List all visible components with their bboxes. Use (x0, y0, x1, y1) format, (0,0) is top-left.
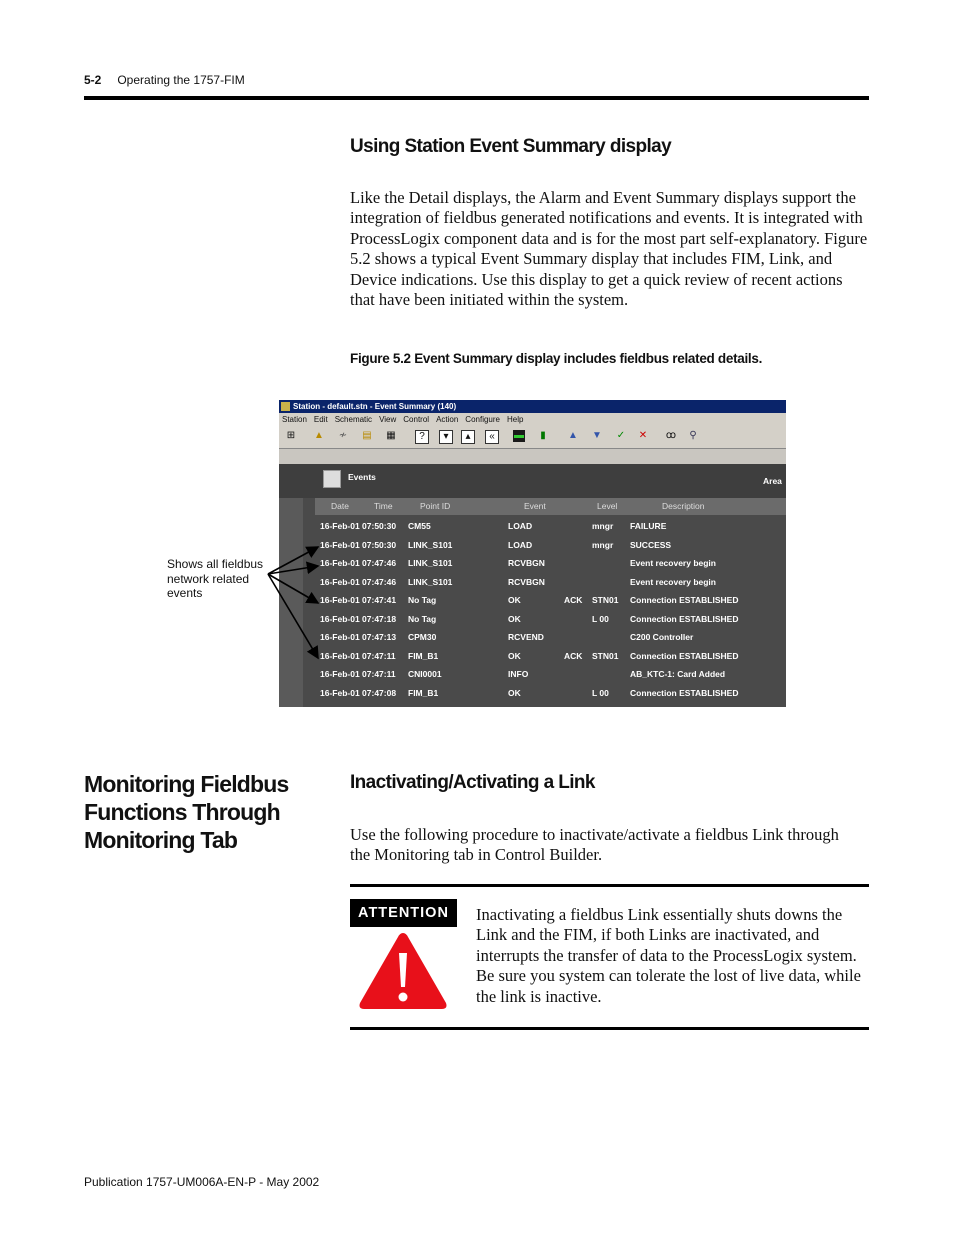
running-header (84, 73, 245, 87)
cell-level: L 00 (592, 613, 609, 624)
side-heading-monitoring: Monitoring Fieldbus Functions Through Monitoring Tab (84, 771, 289, 853)
menu-bar (279, 413, 786, 426)
cell-datetime: 16-Feb-01 07:47:13 (320, 632, 397, 642)
menu-schematic[interactable]: Schematic (334, 415, 373, 424)
page-number: 5-2 (84, 73, 102, 87)
attention-rule-bottom (350, 1027, 869, 1030)
cell-description: Event recovery begin (630, 576, 716, 587)
cell-point-id: CNI0001 (408, 669, 442, 679)
inactivating-paragraph: Use the following procedure to inactivate/activate a fieldbus Link through the Monitoring tab in Control Builder. (350, 825, 839, 865)
attention-label: ATTENTION (350, 899, 457, 927)
cell-level: STN01 (592, 650, 619, 661)
cell-point-id: LINK_S101 (408, 576, 453, 587)
menu-view[interactable]: View (379, 415, 397, 424)
cell-description: Connection ESTABLISHED (630, 687, 739, 698)
cell-event: RCVBGN (508, 576, 545, 587)
publication-footer: Publication 1757-UM006A-EN-P - May 2002 (84, 1175, 320, 1189)
cell-point-id: CPM30 (408, 632, 437, 642)
cell-point-id: CM55 (408, 521, 431, 531)
column-header-row (315, 498, 786, 515)
header-rule (84, 96, 869, 100)
attention-text: Inactivating a fieldbus Link essentially shuts downs the Link and the FIM, if both Links are inactivated, and interrupts the transfer of data to the ProcessLogix system. Be sure you system can tolerate the lost of live data, while the link is inactive. (476, 905, 861, 1006)
warning-triangle-icon (357, 929, 449, 1013)
arrow-to-row-5 (268, 574, 318, 603)
cell-datetime: 16-Feb-01 07:47:11 (320, 650, 396, 661)
zoom-icon[interactable]: ⚲ (689, 430, 697, 441)
events-label: Events (348, 472, 376, 482)
cell-point-id: FIM_B1 (408, 687, 439, 698)
menu-action[interactable]: Action (436, 415, 459, 424)
cell-datetime: 16-Feb-01 07:47:46 (320, 558, 397, 568)
figure-caption: Figure 5.2 Event Summary display includes fieldbus related details. (350, 351, 763, 366)
cell-level: STN01 (592, 595, 619, 605)
cell-event: LOAD (508, 539, 533, 550)
cancel-icon[interactable]: ✕ (638, 430, 648, 441)
table-row[interactable] (315, 684, 786, 703)
cell-point-id: No Tag (408, 613, 437, 624)
cell-description: Event recovery begin (630, 558, 716, 568)
menu-station[interactable]: Station (282, 415, 307, 424)
cell-event: OK (508, 650, 521, 661)
toolbar (279, 426, 786, 449)
rewind-icon[interactable]: « (485, 430, 499, 444)
col-point-id[interactable]: Point ID (420, 501, 451, 511)
cell-point-id: LINK_S101 (408, 558, 453, 568)
arrow-up-icon[interactable]: ▲ (568, 430, 578, 441)
col-event[interactable]: Event (524, 501, 546, 511)
events-icon (323, 470, 341, 488)
section-heading-event-summary: Using Station Event Summary display (350, 136, 672, 157)
attention-rule-top (350, 884, 869, 887)
cell-event: RCVEND (508, 632, 544, 642)
cell-datetime: 16-Feb-01 07:47:18 (320, 613, 397, 624)
page-down-icon[interactable]: ▾ (439, 430, 453, 444)
cell-event: RCVBGN (508, 558, 545, 568)
cell-point-id: LINK_S101 (408, 539, 453, 550)
cell-description: AB_KTC-1: Card Added (630, 669, 726, 679)
checkmark-icon[interactable]: ✓ (616, 430, 626, 441)
menu-help[interactable]: Help (506, 415, 524, 424)
acknowledge-icon[interactable]: ≁ (338, 430, 348, 441)
table-row[interactable] (315, 610, 786, 629)
cell-event: OK (508, 687, 521, 698)
menu-control[interactable]: Control (403, 415, 430, 424)
col-time[interactable]: Time (374, 501, 393, 511)
events-header-bar (279, 464, 786, 498)
table-row[interactable] (315, 591, 786, 610)
menu-edit[interactable]: Edit (313, 415, 328, 424)
cell-ack: ACK (564, 650, 583, 661)
cell-datetime: 16-Feb-01 07:47:41 (320, 595, 397, 605)
table-row[interactable] (315, 536, 786, 555)
messages-icon[interactable]: ▤ (362, 430, 372, 441)
event-summary-screenshot (279, 400, 786, 707)
cell-point-id: FIM_B1 (408, 650, 439, 661)
cell-event: OK (508, 613, 521, 624)
cell-point-id: No Tag (408, 595, 437, 605)
table-row[interactable] (315, 628, 786, 647)
figure-callout: Shows all fieldbus network related events (167, 557, 264, 600)
cell-description: SUCCESS (630, 539, 672, 550)
cell-description: Connection ESTABLISHED (630, 613, 739, 624)
grid-icon[interactable]: ▦ (386, 430, 396, 441)
cell-event: INFO (508, 669, 529, 679)
faceplate-icon[interactable]: ▮ (540, 430, 546, 441)
arrow-down-icon[interactable]: ▼ (592, 430, 602, 441)
table-row[interactable] (315, 665, 786, 684)
monitor-icon[interactable]: ▬ (514, 430, 524, 441)
cell-datetime: 16-Feb-01 07:47:11 (320, 669, 396, 679)
cell-level: L 00 (592, 687, 609, 698)
cell-level: mngr (592, 521, 614, 531)
cell-description: Connection ESTABLISHED (630, 595, 739, 605)
cell-datetime: 16-Feb-01 07:50:30 (320, 521, 397, 531)
cell-level: mngr (592, 539, 614, 550)
window-titlebar (279, 400, 786, 413)
chapter-title: Operating the 1757-FIM (117, 73, 245, 87)
cell-datetime: 16-Feb-01 07:50:30 (320, 539, 397, 550)
window-title: Station - default.stn - Event Summary (140) (293, 402, 457, 411)
cell-description: FAILURE (630, 521, 667, 531)
table-row[interactable] (315, 554, 786, 573)
table-row[interactable] (315, 647, 786, 666)
col-level[interactable]: Level (597, 501, 618, 511)
cell-datetime: 16-Feb-01 07:47:46 (320, 576, 397, 587)
cell-event: LOAD (508, 521, 533, 531)
table-row[interactable] (315, 573, 786, 592)
app-icon (281, 402, 290, 411)
help-question-icon[interactable]: ? (415, 430, 429, 444)
arrow-to-row-8 (268, 574, 318, 658)
page-up-icon[interactable]: ▴ (461, 430, 475, 444)
menu-configure[interactable]: Configure (465, 415, 500, 424)
col-description[interactable]: Description (662, 501, 705, 511)
callout-arrows (260, 540, 330, 670)
cell-event: OK (508, 595, 521, 605)
area-label: Area (763, 476, 782, 486)
network-icon[interactable]: ⊞ (286, 430, 296, 441)
col-date[interactable]: Date (331, 501, 349, 511)
section-heading-inactivating: Inactivating/Activating a Link (350, 772, 595, 793)
display-strip (279, 449, 786, 464)
cell-description: C200 Controller (630, 632, 694, 642)
inspect-icon[interactable]: ꝏ (665, 430, 677, 441)
cell-datetime: 16-Feb-01 07:47:08 (320, 687, 397, 698)
cell-description: Connection ESTABLISHED (630, 650, 739, 661)
event-summary-paragraph: Like the Detail displays, the Alarm and Event Summary displays support the integration of fieldbus generated notifications and events. It is integrated with ProcessLogix component data and is for the most part self-explanatory. Figure 5.2 shows a typical Event Summary display that includes FIM, Link, and Device indications. Use this display to get a quick review of recent actions that have been initiated within the system. (350, 188, 868, 310)
cell-ack: ACK (564, 595, 583, 605)
table-row[interactable] (315, 517, 786, 536)
alarm-bell-icon[interactable]: ▲ (314, 430, 324, 441)
